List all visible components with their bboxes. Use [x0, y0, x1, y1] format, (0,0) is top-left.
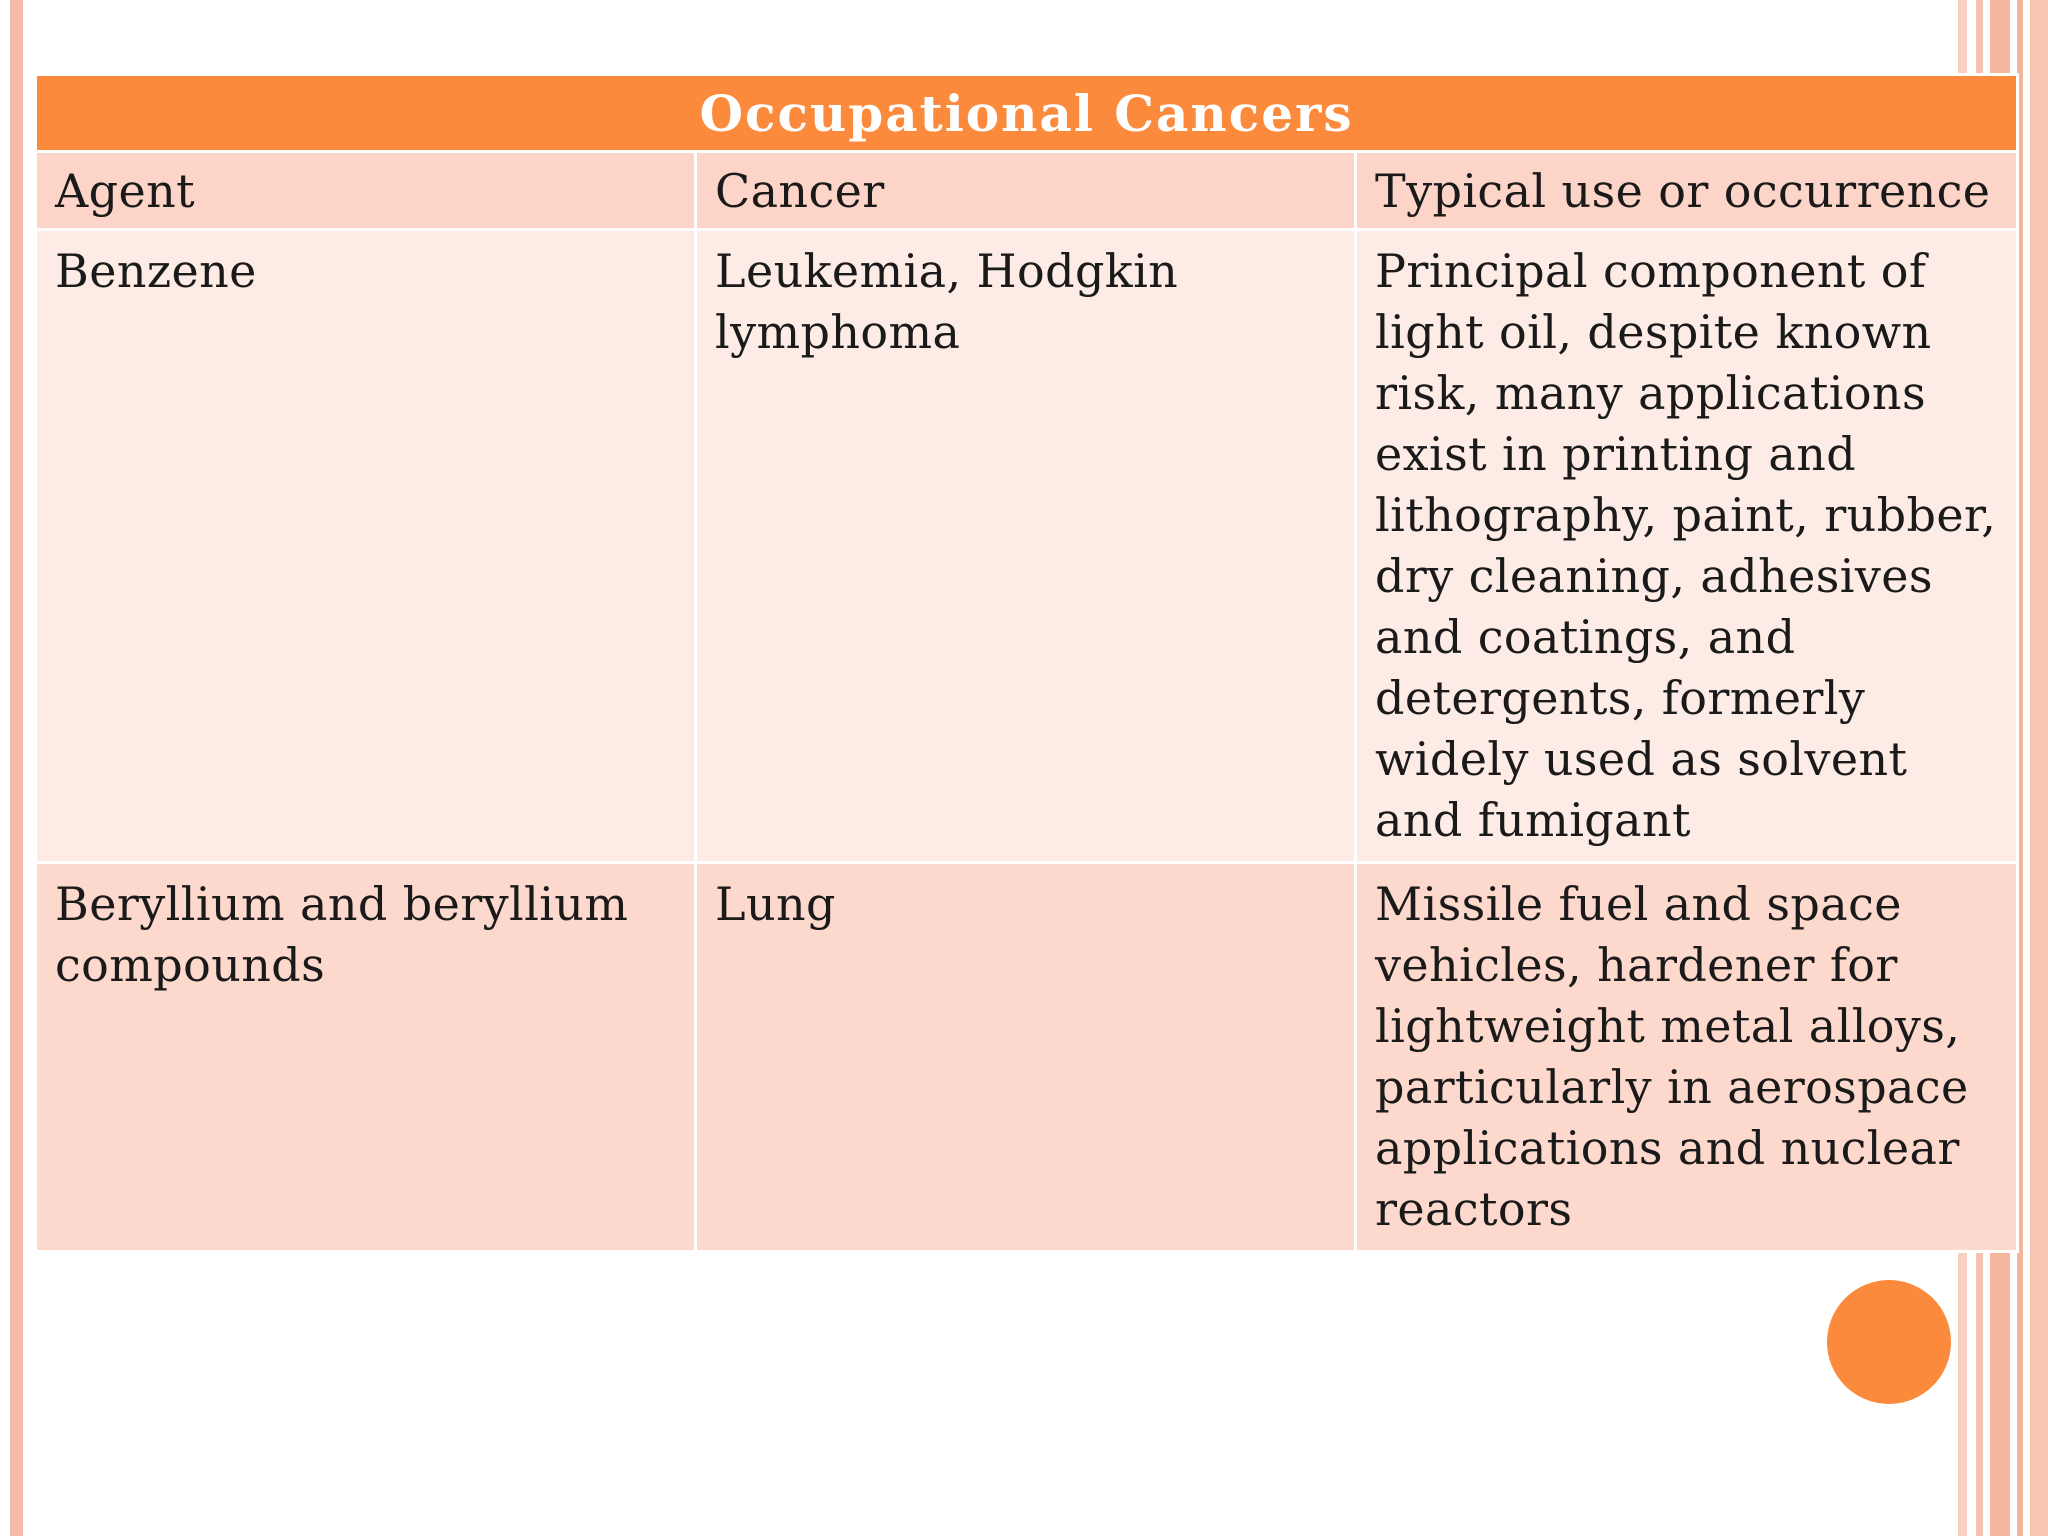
header-agent: Agent	[36, 152, 696, 230]
table-title: Occupational Cancers	[36, 75, 2018, 152]
table-header-row	[36, 152, 2018, 230]
occupational-cancers-table	[34, 73, 2019, 1253]
table-row	[36, 863, 2018, 1252]
cell-use: Principal component of light oil, despite known risk, many applications exist in printing and lithography, paint, rubber, dry cleaning, adhesives and coatings, and detergents, formerly widely used as solvent and fumigant	[1356, 230, 2018, 863]
right-stripe-decoration	[2030, 0, 2048, 1536]
left-border-decoration	[10, 0, 23, 1536]
cell-agent: Beryllium and beryllium compounds	[36, 863, 696, 1252]
header-use: Typical use or occurrence	[1356, 152, 2018, 230]
table-title-row	[36, 75, 2018, 152]
cell-cancer: Lung	[696, 863, 1356, 1252]
header-cancer: Cancer	[696, 152, 1356, 230]
cell-cancer: Leukemia, Hodgkin lymphoma	[696, 230, 1356, 863]
cell-use: Missile fuel and space vehicles, hardener for lightweight metal alloys, particularly in aerospace applications and nuclear reactors	[1356, 863, 2018, 1252]
orange-circle-decoration	[1827, 1280, 1951, 1404]
cell-agent: Benzene	[36, 230, 696, 863]
table-row	[36, 230, 2018, 863]
